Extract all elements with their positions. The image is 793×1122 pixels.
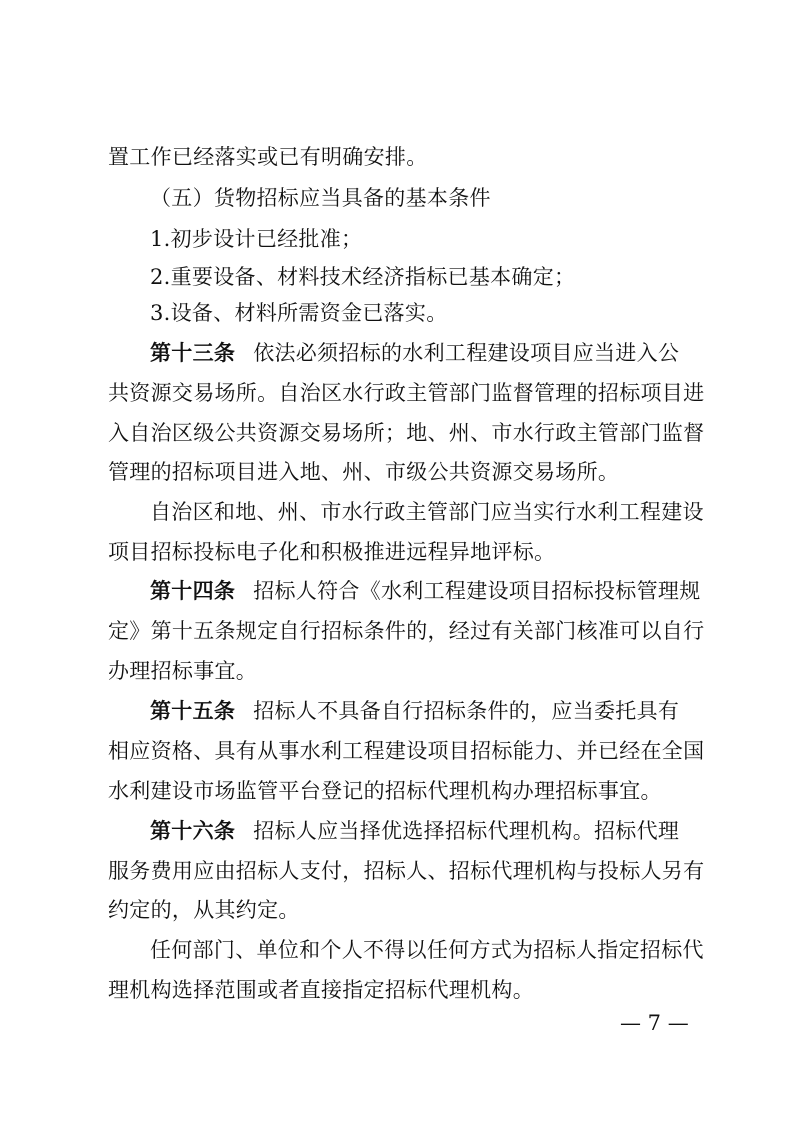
line-text: 自治区和地、州、市水行政主管部门应当实行水利工程建设 (150, 500, 704, 524)
text-line (108, 616, 705, 646)
line-text: 3.设备、材料所需资金已落实。 (150, 301, 448, 325)
text-line (108, 656, 698, 686)
line-text: 置工作已经落实或已有明确安排。 (108, 145, 428, 169)
text-line (150, 497, 740, 527)
line-text: 水利建设市场监管平台登记的招标代理机构办理招标事宜。 (108, 779, 662, 803)
text-line (108, 142, 698, 172)
line-text: 约定的，从其约定。 (108, 898, 300, 922)
line-text: 项目招标投标电子化和积极推进远程异地评标。 (108, 540, 556, 564)
article-16-label: 第十六条 (150, 819, 236, 843)
line-text: 依法必须招标的水利工程建设项目应当进入公 (253, 341, 680, 365)
text-line (108, 378, 705, 408)
line-text: 1.初步设计已经批准； (150, 227, 363, 251)
article-14-label: 第十四条 (150, 579, 236, 603)
line-text: 管理的招标项目进入地、州、市级公共资源交易场所。 (108, 460, 620, 484)
article-16-line (150, 816, 740, 846)
text-line (108, 895, 698, 925)
text-line (108, 856, 705, 886)
text-line (150, 224, 740, 254)
line-text: 服务费用应由招标人支付，招标人、招标代理机构与投标人另有 (108, 859, 705, 883)
article-15-label: 第十五条 (150, 699, 236, 723)
text-line (108, 537, 698, 567)
text-line (150, 935, 740, 965)
article-13-line (150, 338, 740, 368)
text-line (108, 418, 705, 448)
text-line (150, 183, 740, 213)
text-line (150, 298, 740, 328)
text-line (108, 736, 705, 766)
line-text: 入自治区级公共资源交易场所；地、州、市水行政主管部门监督 (108, 421, 705, 445)
line-text: 相应资格、具有从事水利工程建设项目招标能力、并已经在全国 (108, 739, 705, 763)
line-text: （五）货物招标应当具备的基本条件 (150, 186, 491, 210)
text-line (150, 262, 740, 292)
text-line (108, 975, 698, 1005)
line-text: 办理招标事宜。 (108, 659, 258, 683)
text-line (108, 457, 698, 487)
text-line (108, 776, 698, 806)
line-text: 招标人符合《水利工程建设项目招标投标管理规 (253, 579, 701, 603)
article-15-line (150, 696, 740, 726)
line-text: 招标人应当择优选择招标代理机构。招标代理 (253, 819, 680, 843)
line-text: 理机构选择范围或者直接指定招标代理机构。 (108, 978, 534, 1002)
line-text: 任何部门、单位和个人不得以任何方式为招标人指定招标代 (150, 938, 704, 962)
article-13-label: 第十三条 (150, 341, 236, 365)
line-text: 招标人不具备自行招标条件的，应当委托具有 (253, 699, 680, 723)
article-14-line (150, 576, 740, 606)
line-text: 定》第十五条规定自行招标条件的，经过有关部门核准可以自行 (108, 619, 705, 643)
line-text: 2.重要设备、材料技术经济指标已基本确定； (150, 265, 576, 289)
line-text: 共资源交易场所。自治区水行政主管部门监督管理的招标项目进 (108, 381, 705, 405)
page-number: — 7 — (620, 1011, 689, 1035)
